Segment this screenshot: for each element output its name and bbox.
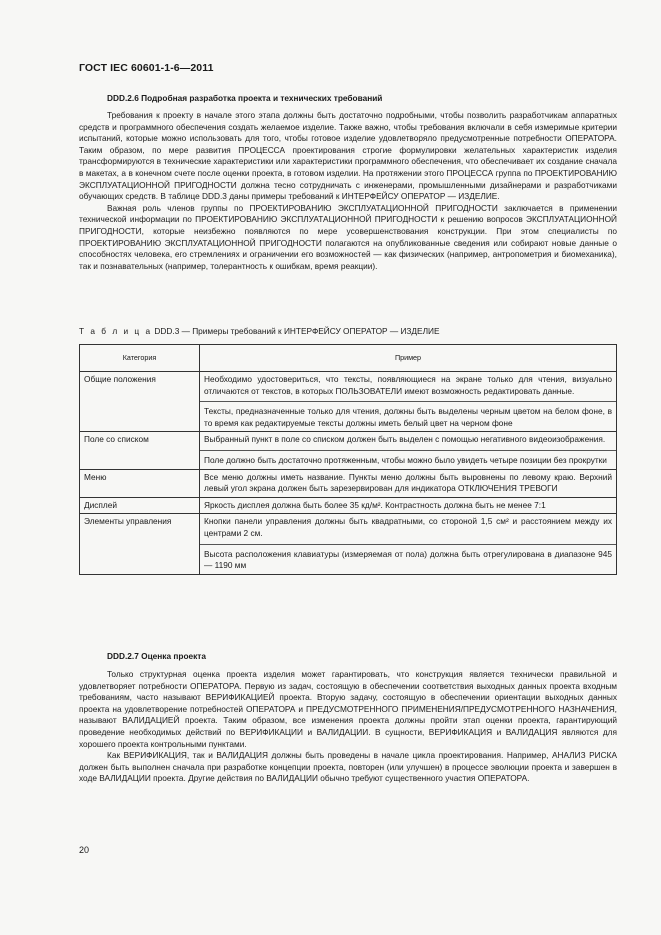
table-caption (79, 326, 440, 336)
requirements-table (79, 344, 617, 575)
category-cell: Элементы управления (80, 514, 200, 574)
paragraph: Как ВЕРИФИКАЦИЯ, так и ВАЛИДАЦИЯ должны быть проведены в начале цикла проектирования. Например, АНАЛИЗ РИСКА должен быть выполнен сначала при разработке концепции проекта, повторен (или улучшен) в процессе эволюции проекта и завершен в ходе ВАЛИДАЦИИ проекта. Другие действия по ВАЛИДАЦИИ обычно требуют существенного участия ОПЕРАТОРА. (79, 750, 617, 784)
table-row (80, 514, 617, 574)
example-text: Высота расположения клавиатуры (измеряемая от пола) должна быть отрегулирована в диапазоне 945 — 1190 мм (200, 544, 616, 572)
example-cell (200, 469, 617, 497)
category-cell: Меню (80, 469, 200, 497)
table-caption-prefix: Т а б л и ц а (79, 326, 153, 336)
example-text: Необходимо удостовериться, что тексты, появляющиеся на экране только для чтения, визуально отличаются от текстов, в которых ПОЛЬЗОВАТЕЛИ имеют возможность редактировать данные. (204, 374, 612, 396)
table-row (80, 372, 617, 432)
table-caption-text: DDD.3 — Примеры требований к ИНТЕРФЕЙСУ ОПЕРАТОР — ИЗДЕЛИЕ (154, 326, 440, 336)
example-text: Выбранный пункт в поле со списком должен быть выделен с помощью негативного видеоизображения. (204, 434, 606, 445)
example-text: Кнопки панели управления должны быть квадратными, со стороной 1,5 см² и расстоянием между их центрами 2 см. (204, 516, 612, 538)
category-cell: Поле со списком (80, 432, 200, 469)
example-text: Все меню должны иметь название. Пункты меню должны быть выровнены по левому краю. Верхний левый угол экрана должен быть зарезервирован для индикатора ОТКЛЮЧЕНИЯ ТРЕВОГИ (204, 471, 612, 494)
paragraph: Важная роль членов группы по ПРОЕКТИРОВАНИЮ ЭКСПЛУАТАЦИОННОЙ ПРИГОДНОСТИ заключается в применении технической информации по ПРОЕКТИРОВАНИЮ ЭКСПЛУАТАЦИОННОЙ ПРИГОДНОСТИ к решению вопросов ЭКСПЛУАТАЦИОННОЙ ПРИГОДНОСТИ, которые неизбежно появляются по мере усовершенствования конструкции. При этом специалисты по ПРОЕКТИРОВАНИЮ ЭКСПЛУАТАЦИОННОЙ ПРИГОДНОСТИ полагаются на опубликованные сведения или собирают новые данные о способностях человека, его стремлениях и ограничении его возможностей — как физических (например, антропометрия и биомеханика), так и познавательных (например, толерантность к ошибкам, время реакции). (79, 202, 617, 271)
section-title-ddd-2-7: DDD.2.7 Оценка проекта (107, 651, 206, 661)
example-text: Тексты, предназначенные только для чтения, должны быть выделены черным цветом на белом фоне, в то время как редактируемые тексты должны иметь белый цвет на черном фоне (200, 401, 616, 429)
example-cell (200, 432, 617, 469)
page-number: 20 (79, 845, 90, 855)
section-body-ddd-2-7 (79, 669, 617, 785)
category-cell: Общие положения (80, 372, 200, 432)
section-body-ddd-2-6 (79, 110, 617, 272)
column-header-example: Пример (200, 345, 617, 372)
section-title-ddd-2-6: DDD.2.6 Подробная разработка проекта и технических требований (107, 93, 383, 103)
paragraph: Требования к проекту в начале этого этапа должны быть достаточно подробными, чтобы позволить разработчикам аппаратных средств и программного обеспечения создать желаемое изделие. Также важно, чтобы требования включали в себя измеримые критерии испытаний, которые можно использовать для того, чтобы готовое изделие удовлетворяло предусмотренные потребности ОПЕРАТОРА. Таким образом, по мере развития ПРОЦЕССА проектирования строгие формулировки желательных характеристик изделия трансформируются в технические характеристики или характеристики программного обеспечения, что обеспечивает их создание сначала в макетах, а в конечном счете после оценки проекта, в готовом изделии. На протяжении этого ПРОЦЕССА группа по ПРОЕКТИРОВАНИЮ ЭКСПЛУАТАЦИОННОЙ ПРИГОДНОСТИ должна тесно сотрудничать с инженерами, промышленными дизайнерами и разработчиками обучающих средств. В таблице DDD.3 даны примеры требований к ИНТЕРФЕЙСУ ОПЕРАТОР — ИЗДЕЛИЕ. (79, 110, 617, 202)
column-header-category: Категория (80, 345, 200, 372)
table-row (80, 432, 617, 469)
paragraph: Только структурная оценка проекта изделия может гарантировать, что конструкция является технически правильной и удовлетворяет потребности ОПЕРАТОРА. Первую из задач, состоящую в обеспечении соответствия выходных данных проекта входным требованиям, часто называют ВЕРИФИКАЦИЕЙ проекта. Вторую задачу, состоящую в обеспечении ориентации выходных данных проекта на удовлетворение потребностей ОПЕРАТОРА и ПРЕДУСМОТРЕННОГО ПРИМЕНЕНИЯ/ПРЕДУСМОТРЕННОГО НАЗНАЧЕНИЯ, называют ВАЛИДАЦИЕЙ проекта. Таким образом, все изменения проекта должны пройти этап оценки проекта, гарантирующий проведение необходимых действий по ВЕРИФИКАЦИИ и ВАЛИДАЦИИ. В сущности, ВЕРИФИКАЦИЯ и ВАЛИДАЦИЯ являются для хорошего проекта контрольными пунктами. (79, 669, 617, 749)
example-text: Яркость дисплея должна быть более 35 кд/м². Контрастность должна быть не менее 7:1 (204, 499, 546, 510)
table-row (80, 469, 617, 497)
document-header: ГОСТ IEC 60601-1-6—2011 (79, 62, 214, 74)
category-cell: Дисплей (80, 497, 200, 514)
example-cell (200, 514, 617, 574)
example-cell (200, 372, 617, 432)
table-row (80, 497, 617, 514)
table-header-row (80, 345, 617, 372)
example-cell (200, 497, 617, 514)
example-text: Поле должно быть достаточно протяженным, чтобы можно было увидеть четыре позиции без прокрутки (200, 450, 616, 467)
